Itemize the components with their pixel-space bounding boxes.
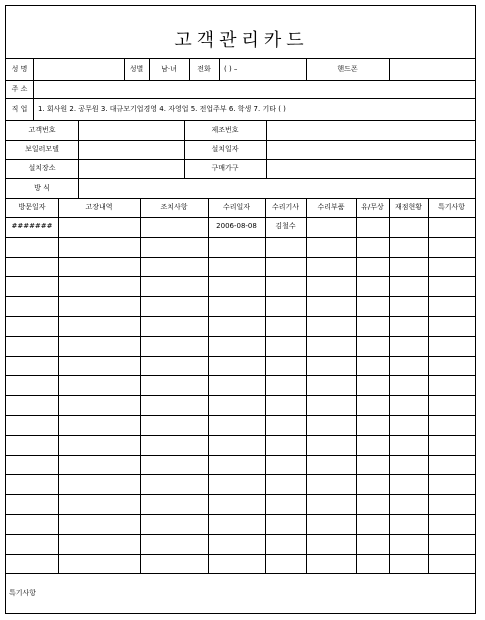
table-divider [208,198,209,573]
mobile-label: 핸드폰 [337,65,358,73]
divider [6,198,475,199]
table-divider [6,316,475,317]
table-header: 수리부품 [317,203,345,211]
phone-value[interactable]: ( ) – [224,65,238,73]
table-divider [6,534,475,535]
gender-label: 성별 [129,65,144,73]
name-label: 성 명 [11,65,28,73]
table-divider [389,198,390,573]
table-header: 고장내역 [85,203,113,211]
table-divider [6,554,475,555]
table-divider [6,474,475,475]
table-divider [356,198,357,573]
table-header: 특기사항 [437,203,466,211]
table-divider [6,276,475,277]
table-divider [6,514,475,515]
table-divider [6,375,475,376]
table-divider [6,395,475,396]
table-header: 수리일자 [222,203,251,211]
table-header: 재점현황 [394,203,423,211]
table-divider [6,415,475,416]
purchase-place-label: 구매가구 [211,164,239,172]
footer-note-label: 특기사항 [9,589,37,597]
table-divider [6,237,475,238]
customer-no-label: 고객번호 [28,126,56,134]
divider [266,120,267,178]
customer-card [5,5,476,614]
phone-label: 전화 [197,65,211,73]
divider [6,159,475,160]
table-divider [6,435,475,436]
table-divider [6,257,475,258]
method-label: 방 식 [34,184,50,192]
table-divider [428,198,429,573]
table-divider [6,217,475,218]
table-cell: 2006-08-08 [216,222,257,230]
job-options[interactable]: 1. 회사원 2. 공무원 3. 대규모기업경영 4. 자영업 5. 전업주부 6. 학생 7. 기타 ( ) [38,105,286,113]
divider [219,58,220,80]
table-divider [6,356,475,357]
divider [33,58,34,120]
divider [6,80,475,81]
divider [6,58,475,59]
address-label: 주 소 [11,85,28,93]
table-divider [265,198,266,573]
table-header: 조치사항 [160,203,188,211]
product-no-label: 제조번호 [211,126,239,134]
card-title: 고객관리카드 [174,30,309,51]
table-cell: 김철수 [275,222,296,230]
table-header: 방문일자 [18,203,46,211]
table-divider [58,198,59,573]
gender-value[interactable]: 남·녀 [161,65,177,73]
divider [389,58,390,80]
table-divider [6,573,475,574]
table-divider [6,296,475,297]
divider [6,120,475,121]
divider [6,98,475,99]
divider [78,120,79,198]
install-place-label: 설치장소 [28,164,56,172]
install-date-label: 설치일자 [211,145,239,153]
table-divider [6,494,475,495]
job-label: 직 업 [11,105,28,113]
boiler-model-label: 보일러모델 [25,145,59,153]
table-divider [6,455,475,456]
divider [6,140,475,141]
table-cell: ####### [11,222,53,230]
table-divider [6,336,475,337]
table-divider [140,198,141,573]
table-header: 수리기사 [271,203,300,211]
table-divider [306,198,307,573]
divider [6,178,475,179]
table-header: 유/무상 [361,203,384,211]
